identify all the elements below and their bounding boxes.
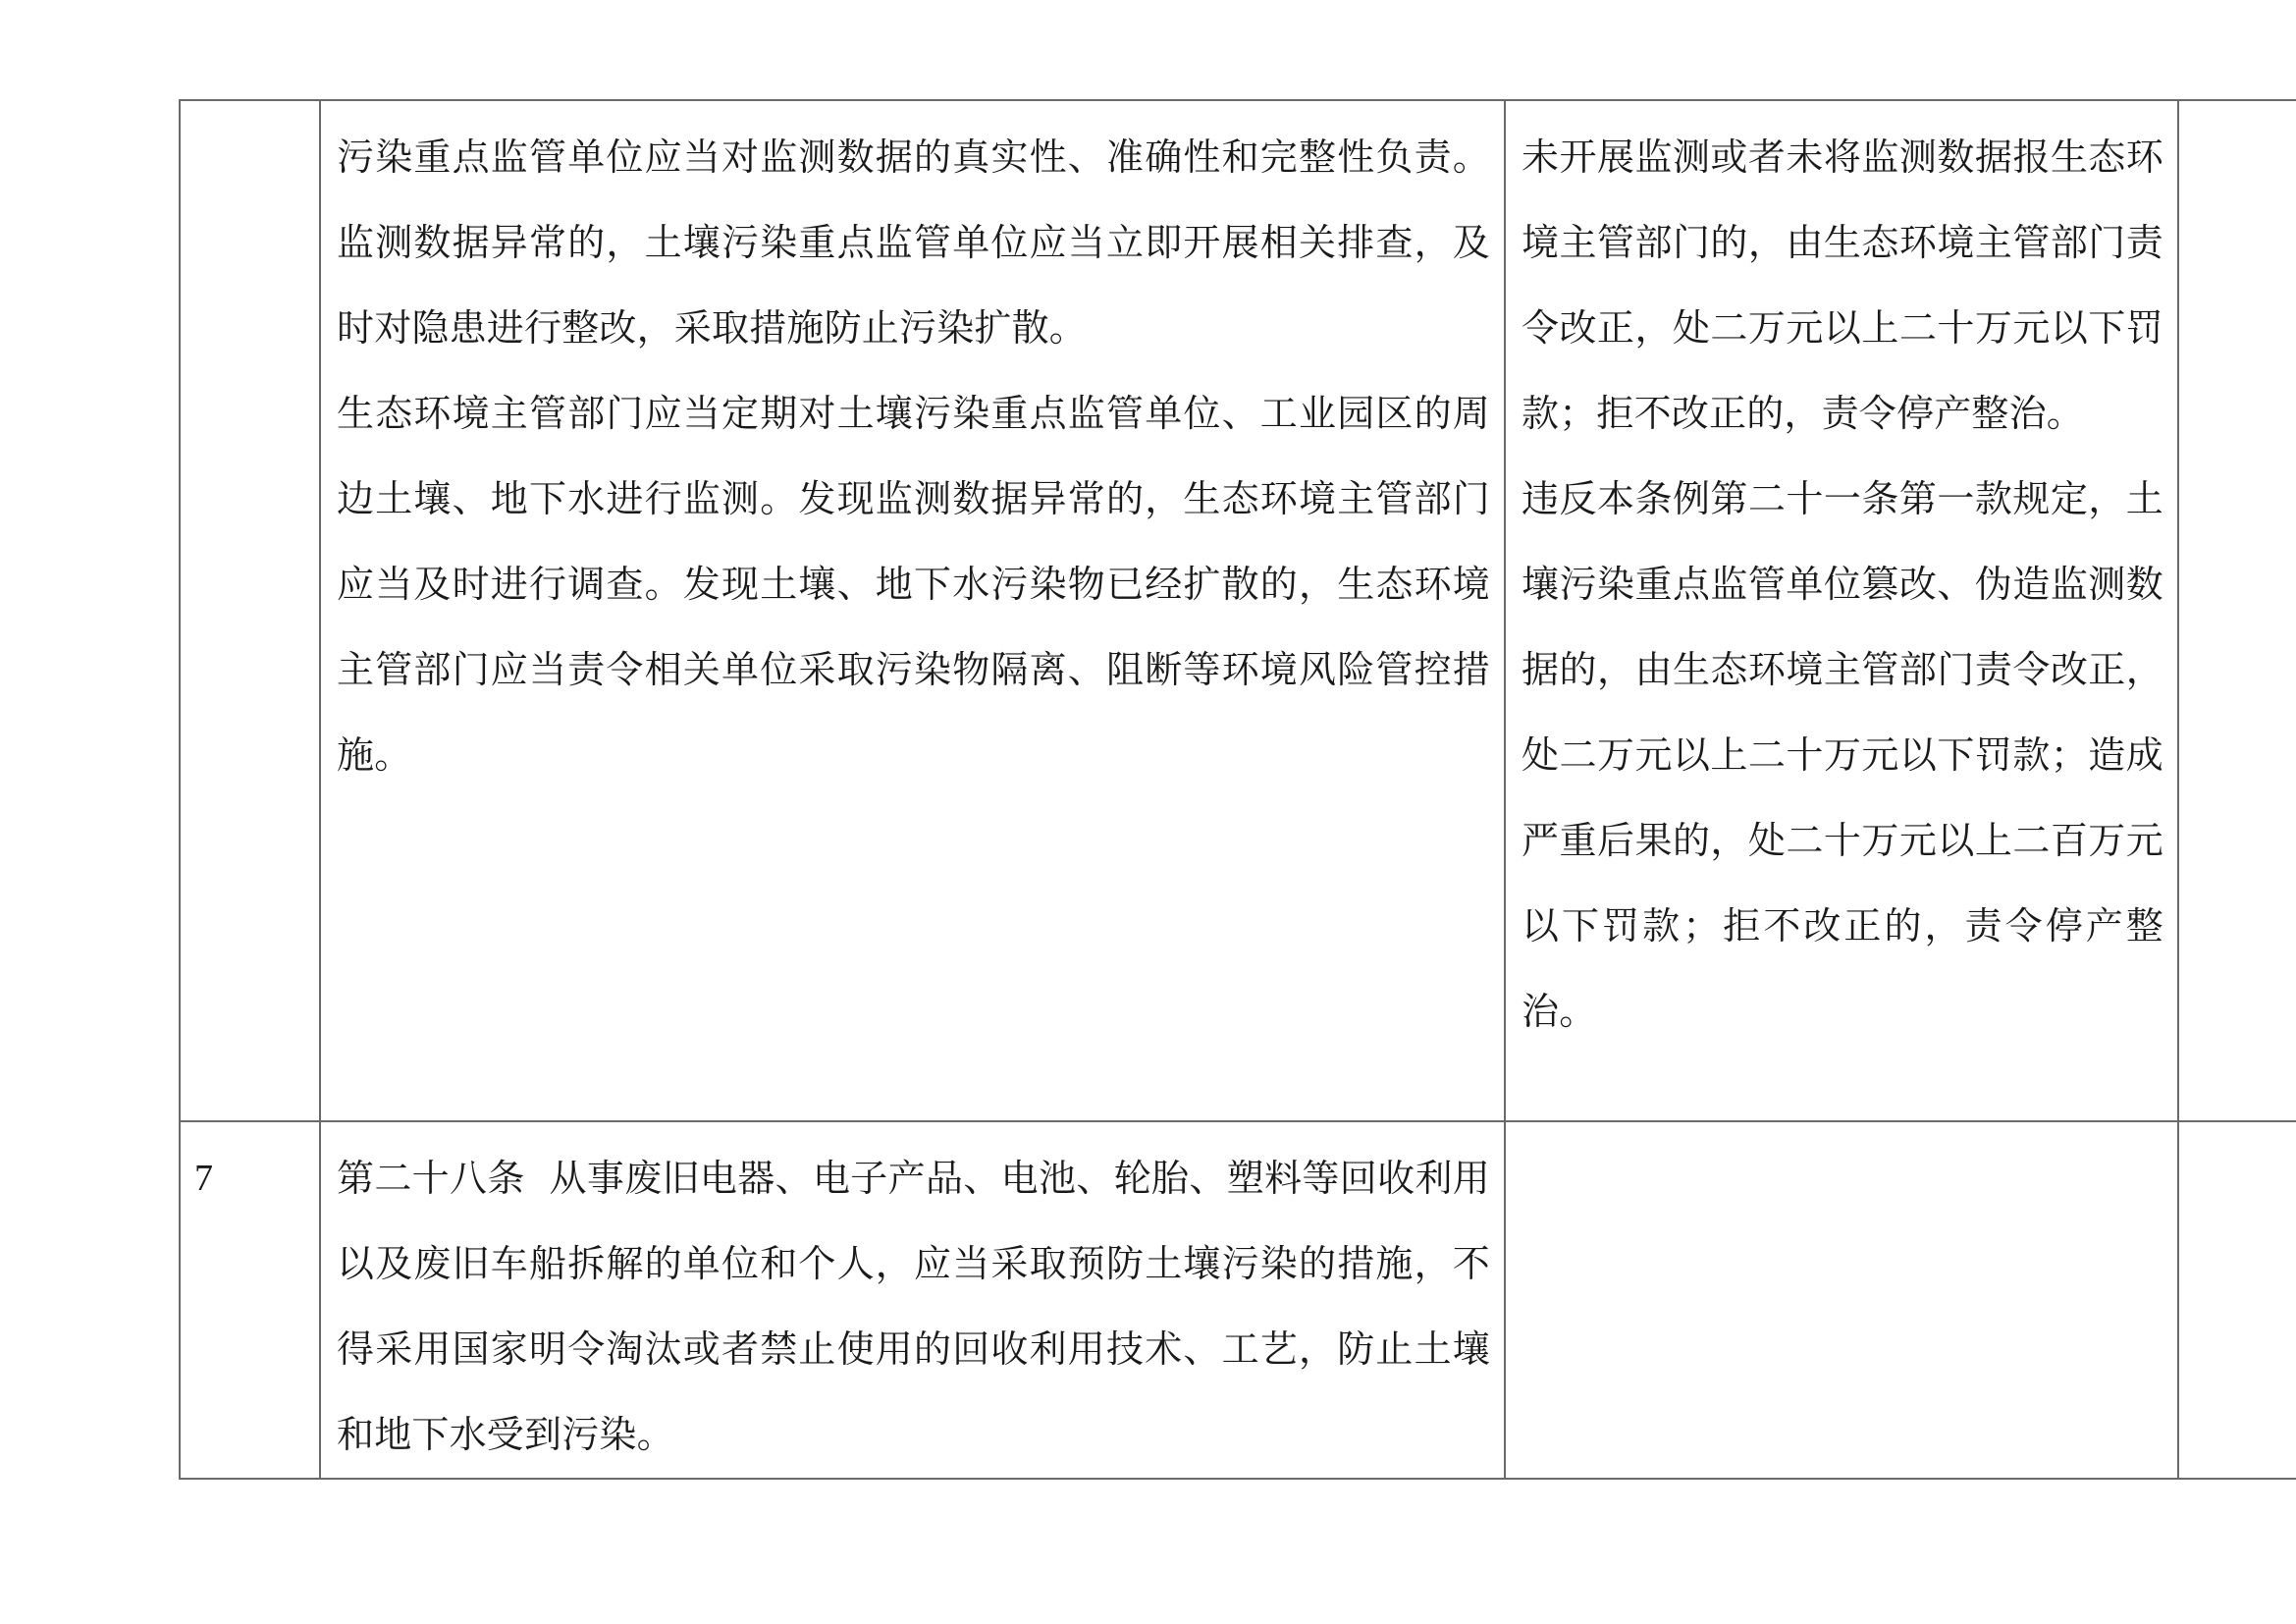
penalty-paragraph: 违反本条例第二十一条第一款规定，土壤污染重点监管单位篡改、伪造监测数据的，由生态环境主管部门责令改正，处二万元以上二十万元以下罚款；造成严重后果的，处二十万元以上二百万元以下罚款；拒不改正的，责令停产整治。 (1522, 477, 2163, 1033)
table-row (180, 100, 2296, 1121)
regulation-table (179, 99, 2296, 1480)
provision-cell (320, 1121, 1505, 1479)
extra-cell (2178, 1121, 2296, 1479)
penalty-cell (1505, 1121, 2178, 1479)
provision-paragraph: 污染重点监管单位应当对监测数据的真实性、准确性和完整性负责。监测数据异常的，土壤污染重点监管单位应当立即开展相关排查，及时对隐患进行整改，采取措施防止污染扩散。 (337, 135, 1490, 350)
extra-cell (2178, 100, 2296, 1121)
penalty-cell (1505, 100, 2178, 1121)
extra-note (2179, 101, 2296, 115)
row-number: 7 (194, 1158, 213, 1199)
provision-paragraph: 生态环境主管部门应当定期对土壤污染重点监管单位、工业园区的周边土壤、地下水进行监测。发现监测数据异常的，生态环境主管部门应当及时进行调查。发现土壤、地下水污染物已经扩散的，生态环境主管部门应当责令相关单位采取污染物隔离、阻断等环境风险管控措施。 (337, 392, 1490, 777)
provision-paragraph: 第二十八条 从事废旧电器、电子产品、电池、轮胎、塑料等回收利用以及废旧车船拆解的单位和个人，应当采取预防土壤污染的措施，不得采用国家明令淘汰或者禁止使用的回收利用技术、工艺，防止土壤和地下水受到污染。 (337, 1157, 1490, 1456)
row-number (181, 101, 319, 115)
extra-note (2179, 1122, 2296, 1136)
penalty-paragraph: 未开展监测或者未将监测数据报生态环境主管部门的，由生态环境主管部门责令改正，处二万元以上二十万元以下罚款；拒不改正的，责令停产整治。 (1522, 135, 2163, 435)
provision-cell (320, 100, 1505, 1121)
table-row (180, 1121, 2296, 1479)
row-number-cell (180, 100, 320, 1121)
row-number-cell (180, 1121, 320, 1479)
